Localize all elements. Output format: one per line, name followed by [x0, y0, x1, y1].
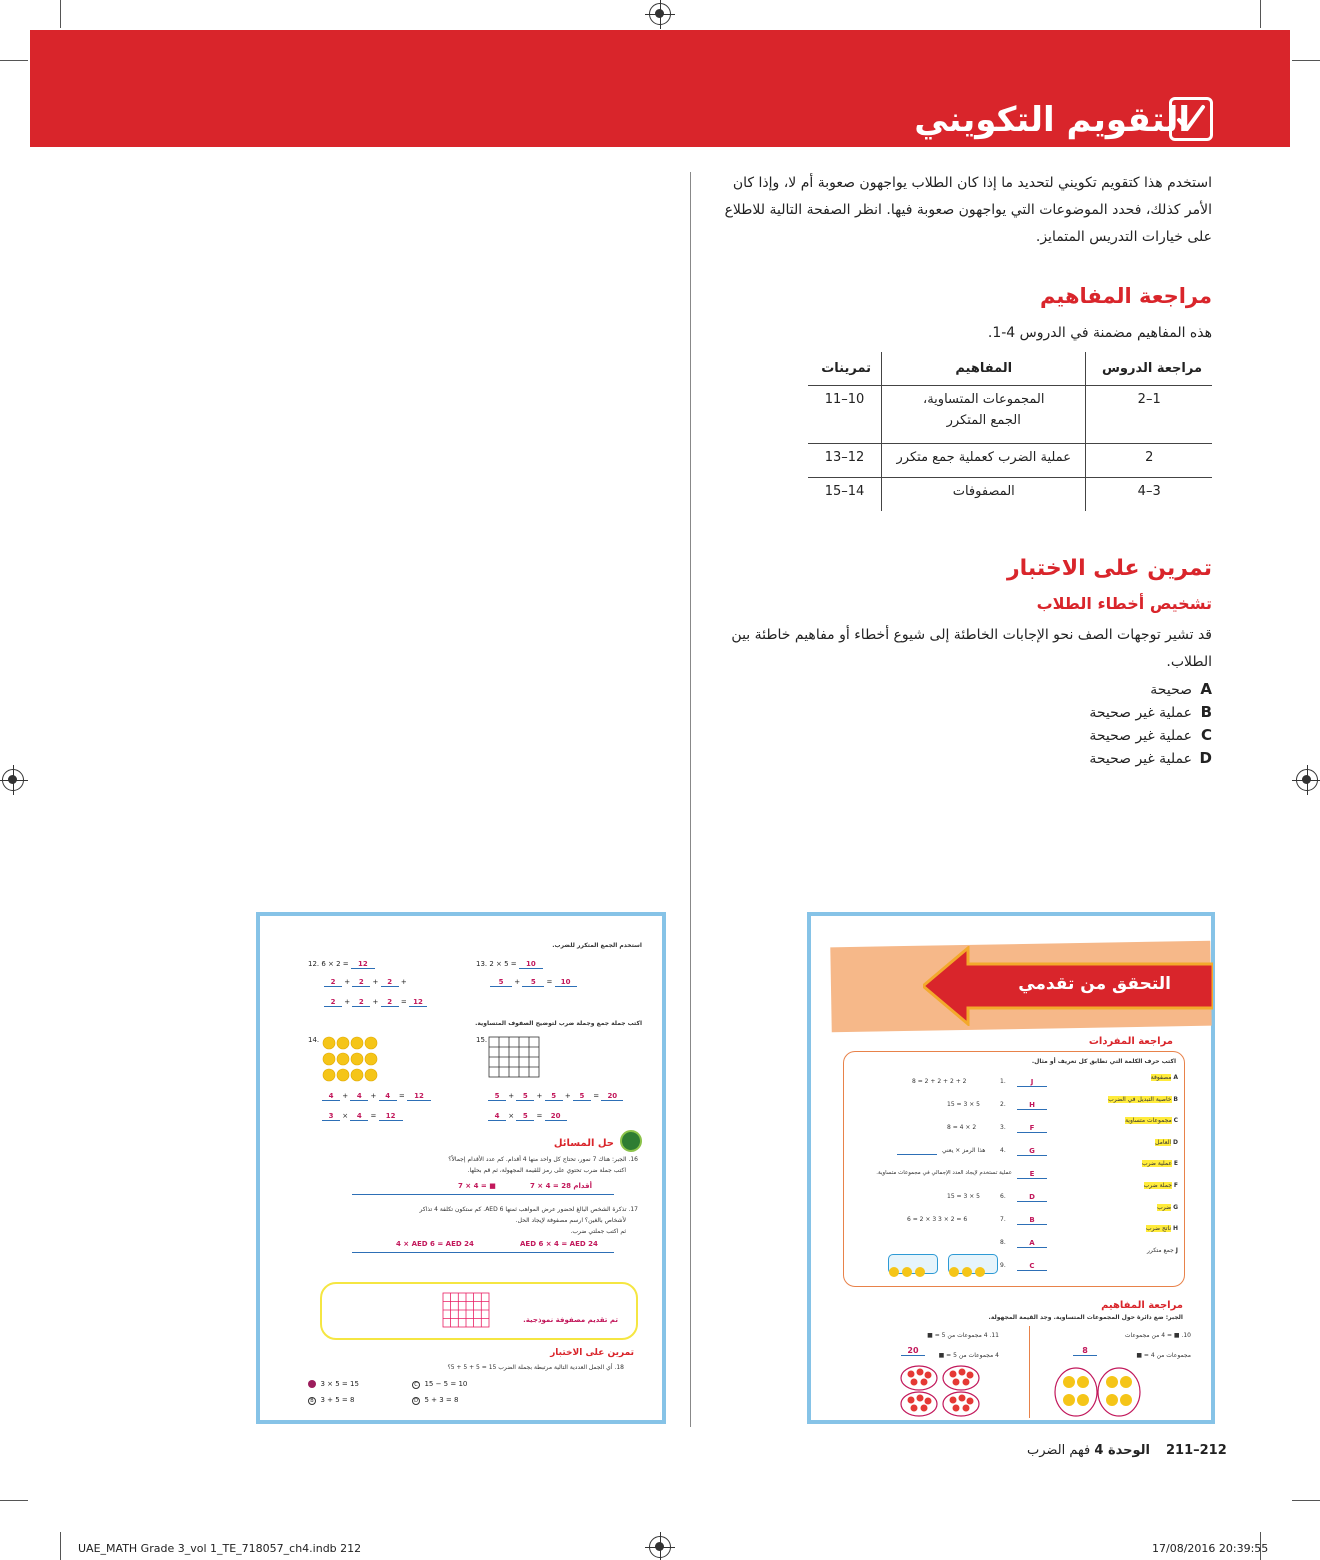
counters-icon: [948, 1265, 988, 1279]
student-page-thumbnail-right: [807, 912, 1215, 1424]
question-16: 16. الجبر: هناك 7 نمور، تحتاج كل واحد منها 4 أقدام. كم عدد الأقدام إجمالاً؟: [448, 1156, 638, 1163]
question-18: 18. أي الجمل العددية التالية مرتبطة بجملة الضرب 15 = 5 + 5 + 5؟: [447, 1364, 624, 1371]
answer-text: 7 × 4 = 28 أقدام: [530, 1182, 592, 1190]
vocab-word: [1078, 1160, 1178, 1182]
question-13: [476, 960, 543, 969]
answer-option: [1012, 680, 1212, 703]
vocab-instructions: اكتب حرف الكلمة التي تطابق كل تعريف أو مثال.: [1031, 1058, 1176, 1065]
answer-blank: B: [1017, 1216, 1047, 1225]
test-practice-heading: تمرين على الاختبار: [550, 1348, 634, 1358]
concept-instructions: الجبر: ضع دائرة حول المجموعات المتساوية. وجد القيمة المجهولة.: [988, 1314, 1183, 1321]
intro-paragraph: [712, 170, 1212, 251]
vocab-word: [1078, 1139, 1178, 1161]
answer-option: [1012, 703, 1212, 726]
question-12: [308, 960, 375, 969]
counters-icon: [888, 1265, 928, 1279]
vocab-word: [1078, 1247, 1178, 1269]
item-number: 6.: [1000, 1193, 1006, 1200]
table-header: تمرينات: [808, 352, 882, 385]
vocab-items: [852, 1078, 1080, 1285]
answer-line: [352, 1252, 614, 1253]
table-cell: 2: [1086, 443, 1212, 477]
answer-blank: 4: [379, 1092, 397, 1101]
option-bubble: B: [308, 1397, 316, 1405]
question-17-sub: لأشخاص بالغين؟ ارسم مصفوفة لإيجاد الحل.: [515, 1217, 626, 1224]
concept-text: الجمع المتكرر: [946, 412, 1021, 428]
item-text: 15 = 3 × 5: [947, 1101, 980, 1108]
question-13-work: 5 + 5 = 10: [490, 978, 577, 987]
chapter-footer: [1027, 1443, 1150, 1458]
table-cell: 12–13: [808, 443, 882, 477]
paragraph-line: قد تشير توجهات الصف نحو الإجابات الخاطئة إلى شيوع أخطاء أو مفاهيم خاطئة بين: [731, 627, 1212, 643]
option-text: صحيحة: [1150, 682, 1192, 698]
word-text: جملة ضرب: [1143, 1181, 1172, 1189]
option-bubble: D: [412, 1397, 420, 1405]
answer-blank: 2: [381, 978, 399, 987]
vocab-word: [1078, 1117, 1178, 1139]
answer-blank: G: [1017, 1147, 1047, 1156]
answer-blank: 3: [322, 1112, 340, 1121]
item-number: 3.: [1000, 1124, 1006, 1131]
crop-mark: [0, 1500, 28, 1501]
item-text: 8 = 4 × 2: [947, 1124, 977, 1131]
chapter-label: الوحدة 4: [1094, 1443, 1150, 1458]
answer-blank: 5: [488, 1092, 506, 1101]
answer-blank: 2: [324, 998, 342, 1007]
answer-blank: 20: [601, 1092, 623, 1101]
student-page-thumbnail-left: [256, 912, 666, 1424]
counters-group-icon: [899, 1364, 983, 1420]
answer-blank: 2: [352, 998, 370, 1007]
table-cell: [882, 385, 1086, 443]
vocab-item: [852, 1124, 1080, 1147]
option-text: عملية غير صحيحة: [1089, 751, 1192, 767]
grid-array-icon: [442, 1292, 490, 1328]
option-bubble: C: [412, 1381, 420, 1389]
intro-line: على خيارات التدريس المتمايز.: [1035, 229, 1212, 245]
item-number: 1.: [1000, 1078, 1006, 1085]
column-divider: [1029, 1326, 1030, 1418]
item-text: عملية تستخدم لإيجاد العدد الإجمالي في مجموعات متساوية.: [876, 1170, 1012, 1176]
answer-blank: D: [1017, 1193, 1047, 1202]
answer-blank: 4: [488, 1112, 506, 1121]
question-11-line2: 4 مجموعات من 5 = ■: [938, 1352, 999, 1359]
question-16-sub: اكتب جملة ضرب تحتوي على رمز للقيمة المجهولة، ثم قم بحلها.: [467, 1167, 626, 1174]
vocab-word: [1078, 1225, 1178, 1247]
vocab-heading: مراجعة المفردات: [1088, 1036, 1173, 1047]
test-practice-paragraph: [712, 622, 1212, 676]
blank-line: [897, 1147, 937, 1155]
item-number: 4.: [1000, 1147, 1006, 1154]
word-letter: F: [1173, 1181, 1178, 1189]
answer-blank: 4: [350, 1112, 368, 1121]
word-letter: G: [1173, 1203, 1178, 1211]
question-15-work: 4 × 5 = 20: [488, 1112, 567, 1121]
question-14-label: 14.: [308, 1036, 320, 1044]
answer-blank: 4: [350, 1092, 368, 1101]
page-numbers: 211–212: [1166, 1443, 1227, 1458]
answer-blank: E: [1017, 1170, 1047, 1179]
concepts-review-note: هذه المفاهيم مضمنة في الدروس 4-1.: [987, 325, 1212, 341]
concepts-table: [808, 352, 1212, 511]
vocab-item: [852, 1078, 1080, 1101]
question-17-sub2: ثم اكتب جملتي ضرب.: [570, 1228, 626, 1235]
page-title: التقويم التكويني: [914, 100, 1190, 140]
table-header: المفاهيم: [882, 352, 1086, 385]
crop-mark: [60, 0, 61, 28]
table-row: [808, 443, 1212, 477]
answer-blank: 2: [352, 978, 370, 987]
table-cell: 14–15: [824, 483, 865, 499]
answer-blank: 5: [490, 978, 512, 987]
registration-mark: [1296, 769, 1318, 791]
word-text: مصفوفة: [1150, 1074, 1172, 1081]
reflection-answer: تم تقديم مصفوفة نموذجية.: [523, 1316, 618, 1324]
vocab-item: [852, 1101, 1080, 1124]
vocab-word: [1078, 1096, 1178, 1118]
option-text: عملية غير صحيحة: [1089, 705, 1192, 721]
item-number: 2.: [1000, 1101, 1006, 1108]
answer-blank: 2: [324, 978, 342, 987]
word-letter: J: [1175, 1246, 1178, 1254]
option-text: عملية غير صحيحة: [1089, 728, 1192, 744]
option-text: 15 − 5 = 10: [424, 1380, 468, 1388]
answer-blank: 12: [379, 1112, 403, 1121]
word-letter: B: [1173, 1095, 1178, 1103]
word-text: جمع متكرر: [1147, 1246, 1174, 1254]
answer-line: [352, 1194, 614, 1195]
answer-blank: 10: [555, 978, 577, 987]
question-10: 10. ■ = 4 من مجموعات: [1124, 1332, 1191, 1339]
table-row: [808, 385, 1212, 443]
table-cell: المصفوفات: [882, 477, 1086, 511]
intro-line: الأمر كذلك، فحدد الموضوعات التي يواجهون صعوبة فيها. انظر الصفحة التالية للاطلاع: [724, 202, 1212, 218]
answer-blank: 5: [573, 1092, 591, 1101]
vocab-item: [852, 1216, 1080, 1239]
answer-options: [1012, 680, 1212, 772]
concept-text: المجموعات المتساوية،: [923, 391, 1045, 407]
crop-mark: [1292, 1500, 1320, 1501]
column-divider: [690, 172, 691, 1427]
question-label: 13. 2 × 5 =: [476, 960, 517, 968]
answer-blank: 2: [381, 998, 399, 1007]
word-text: العامل: [1155, 1138, 1172, 1146]
answer-blank: 20: [901, 1346, 925, 1356]
question-15-label: 15.: [476, 1036, 488, 1044]
error-analysis-heading: تشخيص أخطاء الطلاب: [1036, 594, 1212, 613]
word-text: ناتج ضرب: [1146, 1225, 1172, 1233]
question-14-work: 3 × 4 = 12: [322, 1112, 403, 1121]
paragraph-line: الطلاب.: [1166, 654, 1212, 670]
table-cell: 3–4: [1086, 477, 1212, 511]
item-text: 6 = 2 × 3 3 × 2 = 6: [907, 1216, 968, 1223]
table-header-row: [808, 352, 1212, 385]
crop-mark: [1292, 60, 1320, 61]
table-row: [808, 477, 1212, 511]
option-letter: D: [1199, 749, 1212, 767]
option-text: 3 + 5 = 8: [320, 1396, 355, 1404]
word-letter: E: [1173, 1160, 1178, 1168]
registration-mark: [649, 1536, 671, 1558]
problem-solving-heading: حل المسائل: [553, 1138, 614, 1149]
vocab-item: [852, 1170, 1080, 1193]
grid-array-icon: [488, 1036, 540, 1078]
option-text: 3 × 5 = 15: [320, 1380, 359, 1388]
item-number: 7.: [1000, 1216, 1006, 1223]
word-text: خاصية التبديل في الضرب: [1108, 1095, 1172, 1103]
file-slug: UAE_MATH Grade 3_vol 1_TE_718057_ch4.indb 212: [78, 1542, 362, 1555]
test-practice-heading: تمرين على الاختبار: [1006, 556, 1212, 581]
vocab-word: [1078, 1074, 1178, 1096]
answer-blank: 10: [519, 960, 543, 969]
vocab-word: [1078, 1204, 1178, 1226]
answer-blank: 5: [545, 1092, 563, 1101]
crop-mark: [0, 60, 28, 61]
table-cell: عملية الضرب كعملية جمع متكرر: [882, 443, 1086, 477]
answer-blank: 4: [322, 1092, 340, 1101]
question-11: 11. 4 مجموعات من 5 = ■: [927, 1332, 999, 1339]
word-letter: H: [1172, 1225, 1178, 1233]
counters-group-icon: [1053, 1366, 1143, 1418]
question-17: 17. تذكرة الشخص البالغ لحضور عرض المواهب ثمنها AED 6. كم ستكون تكلفة 4 تذاكر: [419, 1206, 638, 1213]
q18-option: [308, 1380, 359, 1388]
chapter-title: فهم الضرب: [1026, 1443, 1091, 1458]
crop-mark: [1260, 0, 1261, 28]
q18-option: [412, 1396, 458, 1405]
answer-text: 4 × AED 6 = AED 24: [396, 1240, 474, 1248]
answer-blank: A: [1017, 1239, 1047, 1248]
word-letter: A: [1173, 1074, 1178, 1081]
item-text: هذا الرمز × يعني: [942, 1147, 986, 1154]
option-text: 5 + 3 = 8: [424, 1396, 459, 1404]
question-12-work: 2 + 2 + 2 = 12: [324, 998, 427, 1007]
answer-blank: 12: [351, 960, 375, 969]
answer-option: [1012, 726, 1212, 749]
answer-text: 7 × 4 = ■: [458, 1182, 496, 1190]
answer-blank: 5: [516, 1092, 534, 1101]
question-12-work: 2 + 2 + 2 +: [324, 978, 407, 987]
word-text: مجموعات متساوية: [1125, 1117, 1172, 1125]
item-text: 8 = 2 + 2 + 2 + 2: [912, 1078, 967, 1085]
q18-option: [308, 1396, 354, 1405]
option-letter: C: [1200, 726, 1212, 744]
vocab-box: [843, 1051, 1185, 1287]
registration-mark: [649, 3, 671, 25]
answer-blank: F: [1017, 1124, 1047, 1133]
crop-mark: [60, 1532, 61, 1560]
array-icon: [894, 1240, 934, 1250]
answer-blank: 5: [516, 1112, 534, 1121]
item-text: 15 = 3 × 5: [947, 1193, 980, 1200]
concepts-review-heading: مراجعة المفاهيم: [1039, 284, 1212, 308]
item-number: 8.: [1000, 1239, 1006, 1246]
word-letter: D: [1173, 1138, 1178, 1146]
vocab-item: [852, 1193, 1080, 1216]
array-instructions: اكتب جملة جمع وجملة ضرب لتوضيح الصفوف المتساوية.: [475, 1020, 642, 1027]
item-number: 9.: [1000, 1262, 1006, 1269]
registration-mark: [2, 769, 24, 791]
answer-option: [1012, 749, 1212, 772]
answer-blank: H: [1017, 1101, 1047, 1110]
question-15-work: 5 + 5 + 5 + 5 = 20: [488, 1092, 623, 1101]
answer-text: AED 6 × 4 = AED 24: [520, 1240, 598, 1248]
vocab-word-list: [1078, 1074, 1178, 1268]
answer-blank: 8: [1073, 1346, 1097, 1356]
word-text: ضرب: [1157, 1203, 1172, 1211]
question-14-work: 4 + 4 + 4 = 12: [322, 1092, 431, 1101]
answer-blank: 5: [522, 978, 544, 987]
word-text: عملية ضرب: [1141, 1160, 1172, 1168]
concept-heading: مراجعة المفاهيم: [1101, 1300, 1183, 1311]
answer-blank: 12: [409, 998, 427, 1007]
question-label: 12. 6 × 2 =: [308, 960, 349, 968]
counters-array-icon: [322, 1036, 382, 1082]
vocab-item: [852, 1147, 1080, 1170]
date-slug: 17/08/2016 20:39:55: [1152, 1542, 1269, 1555]
answer-blank: 12: [407, 1092, 431, 1101]
question-10-line2: مجموعات من 4 = ■: [1136, 1352, 1191, 1359]
selected-bubble-icon: [308, 1380, 316, 1388]
answer-blank: J: [1017, 1078, 1047, 1087]
instructions: استخدم الجمع المتكرر للضرب.: [552, 942, 642, 949]
answer-blank: 20: [545, 1112, 567, 1121]
table-header: مراجعة الدروس: [1086, 352, 1212, 385]
vocab-word: [1078, 1182, 1178, 1204]
option-letter: A: [1200, 680, 1212, 698]
q18-option: [412, 1380, 467, 1389]
globe-icon: [620, 1130, 642, 1152]
intro-line: استخدم هذا كتقويم تكويني لتحديد ما إذا كان الطلاب يواجهون صعوبة أم لا، وإذا كان: [732, 175, 1212, 191]
answer-blank: C: [1017, 1262, 1047, 1271]
option-letter: B: [1200, 703, 1212, 721]
arrow-title: التحقق من تقدمي: [1018, 974, 1171, 994]
table-cell: 10–11: [808, 385, 882, 443]
word-letter: C: [1173, 1117, 1178, 1125]
table-cell: 1–2: [1086, 385, 1212, 443]
